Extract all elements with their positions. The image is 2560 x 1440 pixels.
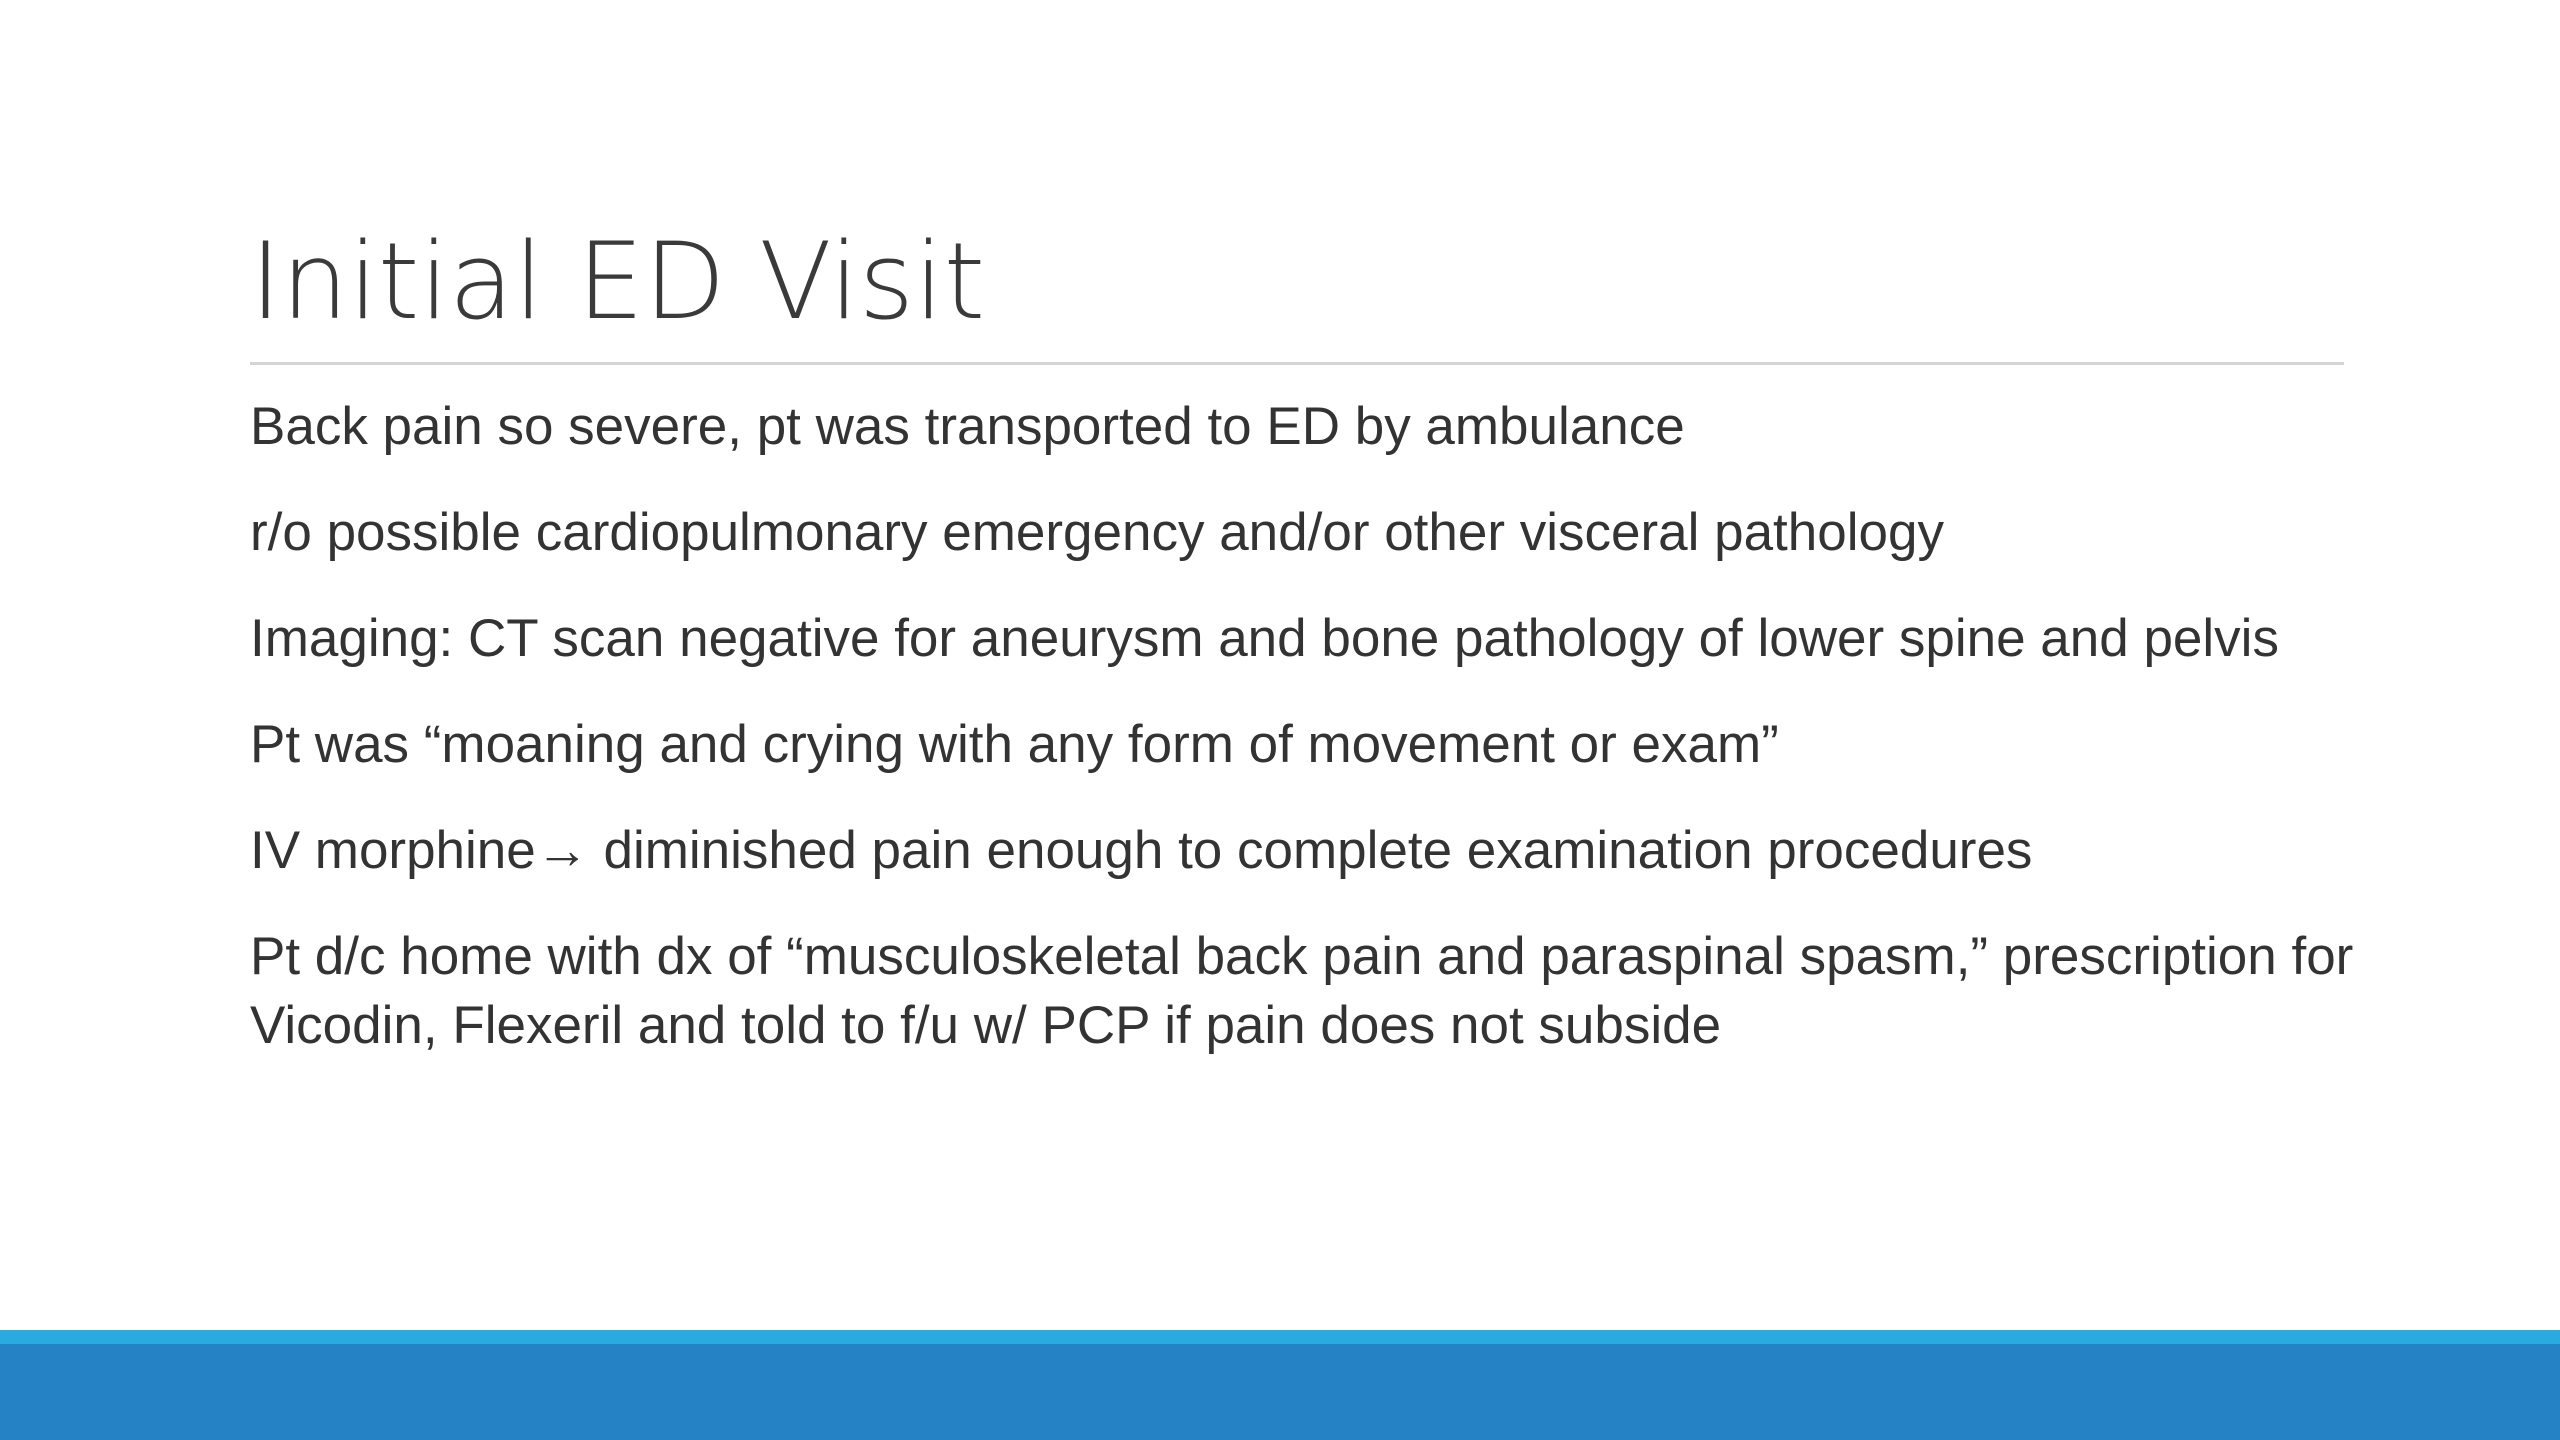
bullet-item: Back pain so severe, pt was transported to ED by ambulance xyxy=(250,397,1685,456)
title-divider xyxy=(250,362,2344,365)
footer-accent-stripe xyxy=(0,1330,2560,1344)
bullet-item: Imaging: CT scan negative for aneurysm and bone pathology of lower spine and pelvis xyxy=(250,609,2279,668)
footer-band xyxy=(0,1344,2560,1440)
bullet-item: Pt d/c home with dx of “musculoskeletal back pain and paraspinal spasm,” prescription for Vicodin, Flexeril and told to f/u w/ PCP if pain does not subside xyxy=(250,927,2354,1055)
slide-title: Initial ED Visit xyxy=(250,220,986,343)
bullet-list xyxy=(250,392,2370,1097)
bullet-item: Pt was “moaning and crying with any form of movement or exam” xyxy=(250,715,1779,774)
bullet-item: IV morphine→ diminished pain enough to complete examination procedures xyxy=(250,821,2033,880)
bullet-item: r/o possible cardiopulmonary emergency and/or other visceral pathology xyxy=(250,503,1944,562)
